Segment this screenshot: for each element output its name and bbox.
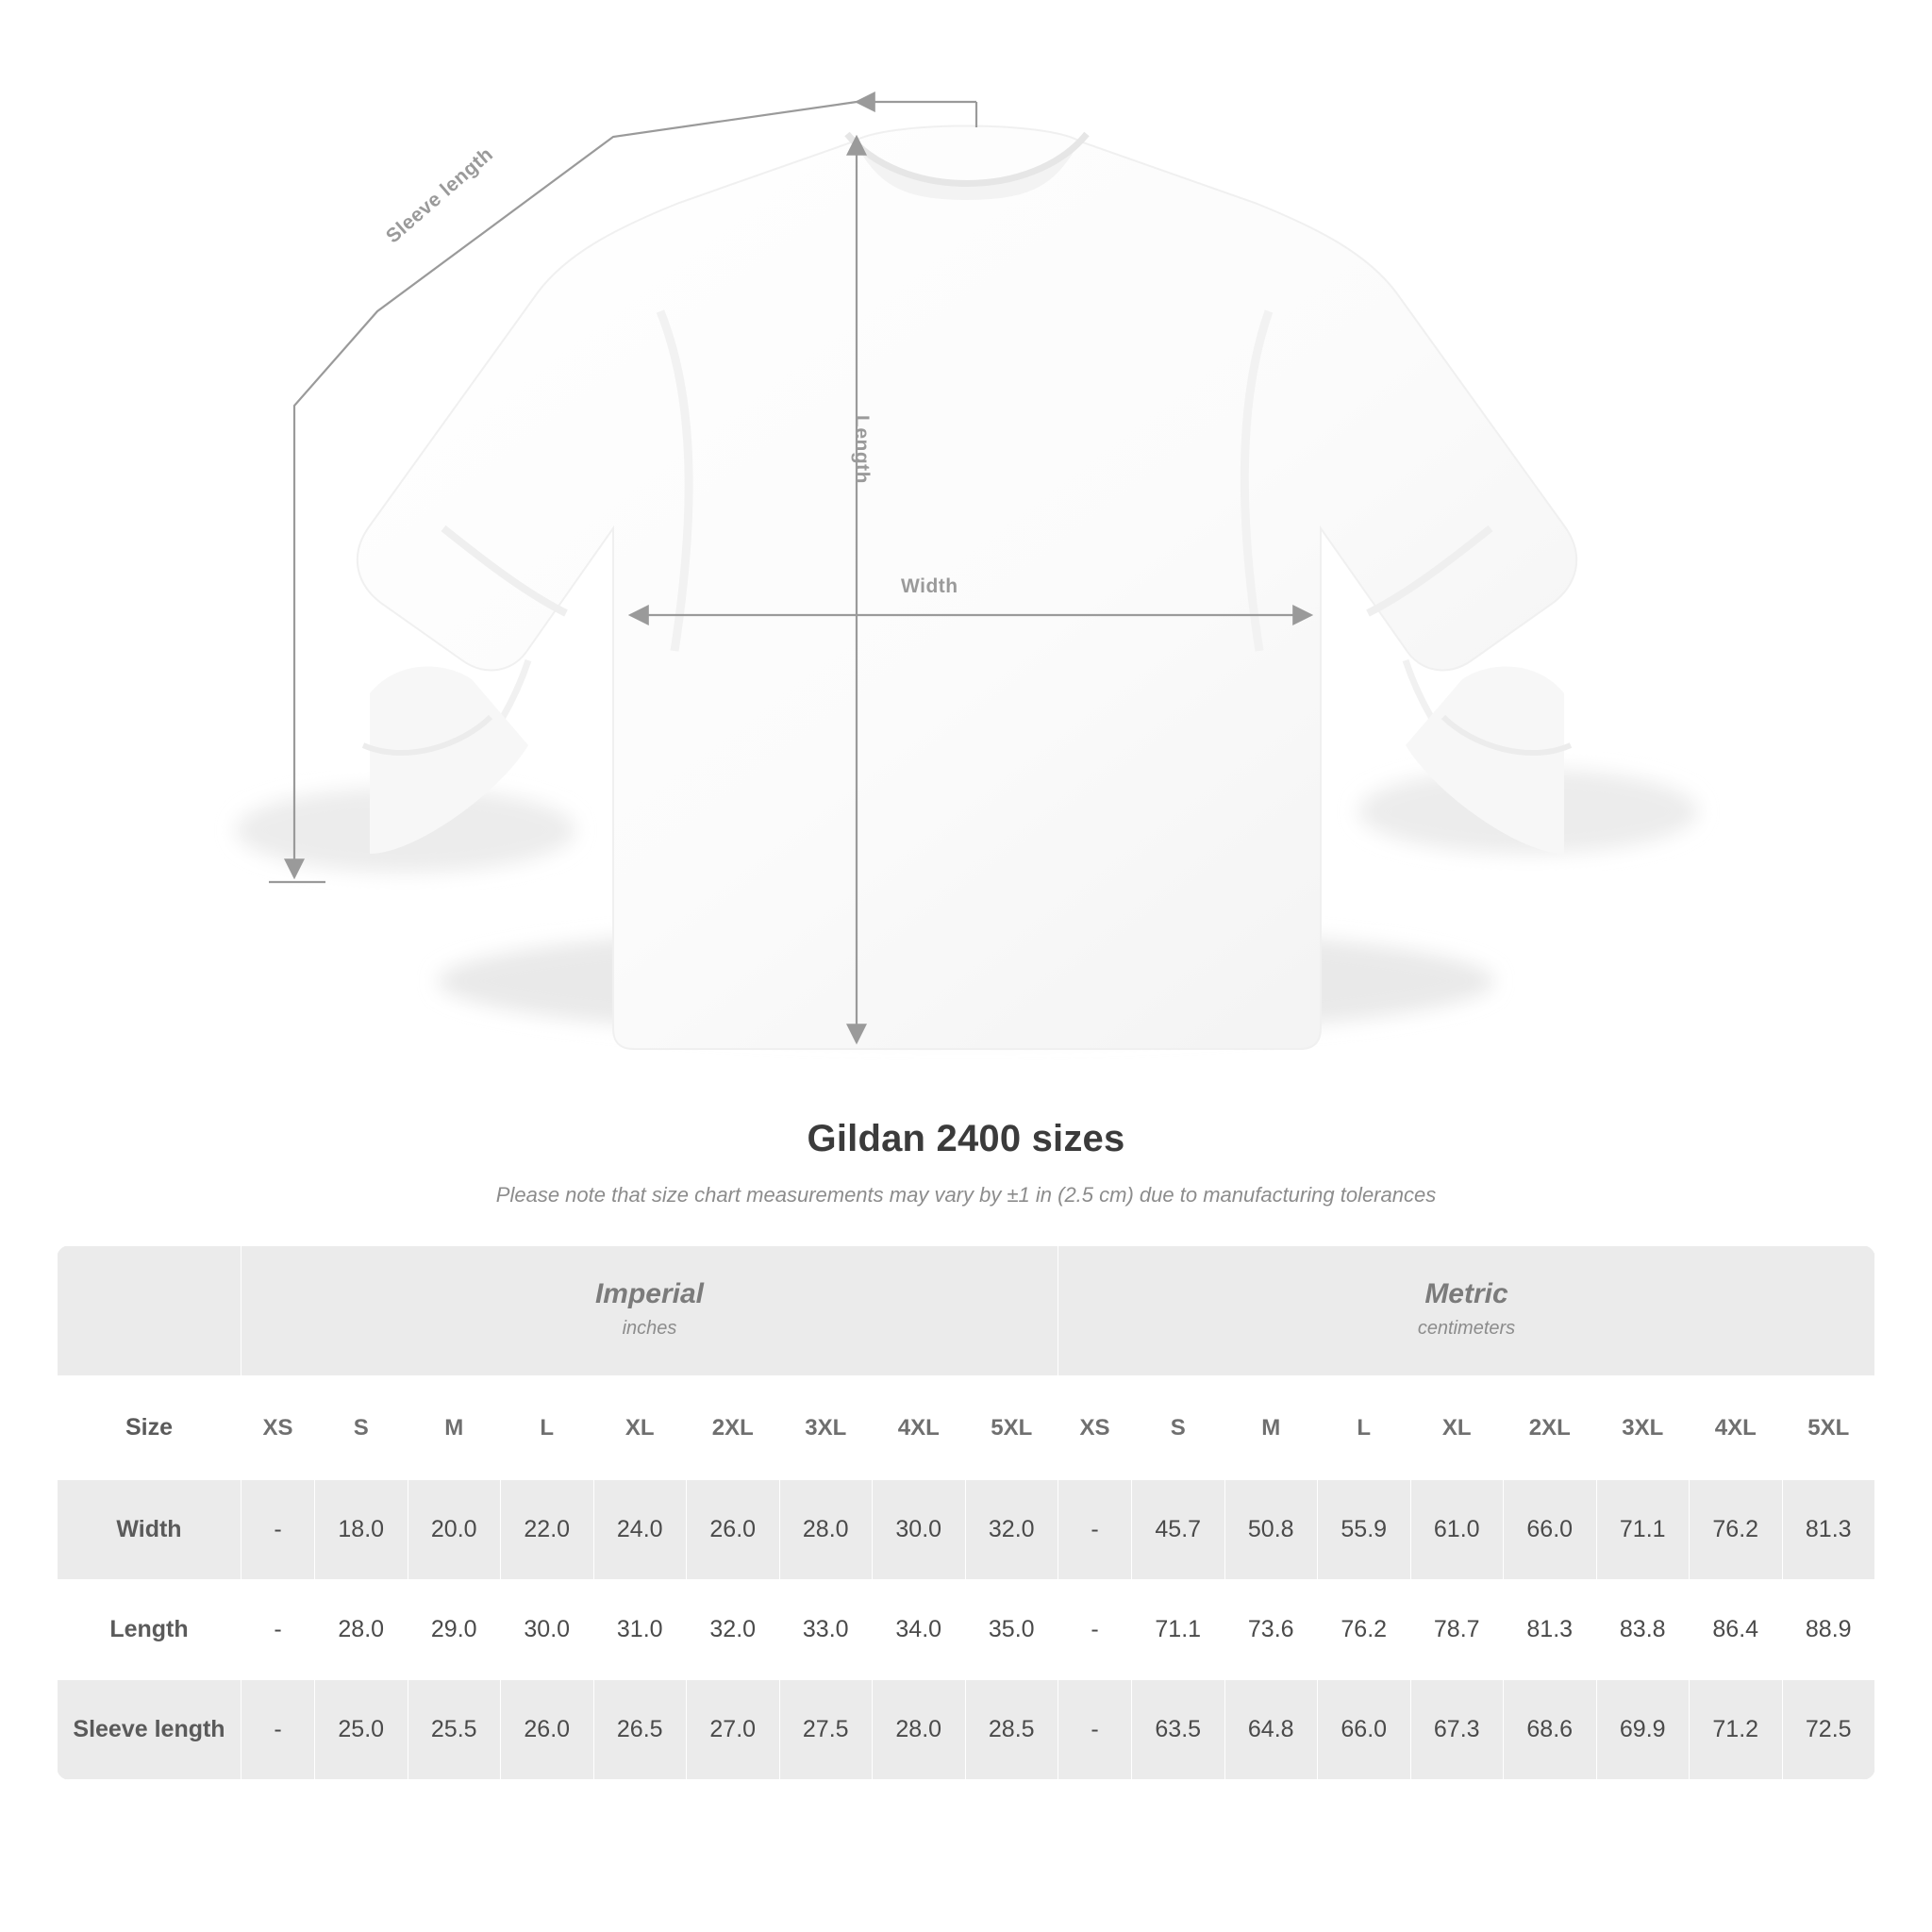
size-col-metric-5xl: 5XL <box>1782 1376 1875 1480</box>
cell: 71.1 <box>1596 1480 1690 1580</box>
cell: 25.0 <box>315 1680 408 1780</box>
size-col-metric-2xl: 2XL <box>1504 1376 1597 1480</box>
tolerance-note: Please note that size chart measurements may vary by ±1 in (2.5 cm) due to manufacturing tolerances <box>495 1183 1437 1207</box>
cell: 28.0 <box>779 1480 873 1580</box>
cell: - <box>1058 1580 1132 1680</box>
size-col-imperial-xs: XS <box>242 1376 315 1480</box>
cell: 30.0 <box>501 1580 594 1680</box>
size-table-wrapper <box>57 1245 1875 1780</box>
cell: 81.3 <box>1782 1480 1875 1580</box>
cell: 55.9 <box>1318 1480 1411 1580</box>
cell: 26.5 <box>593 1680 687 1780</box>
size-col-imperial-m: M <box>408 1376 501 1480</box>
cell: - <box>242 1580 315 1680</box>
cell: 29.0 <box>408 1580 501 1680</box>
sleeve-length-label: Sleeve length <box>382 142 498 248</box>
cell: 88.9 <box>1782 1580 1875 1680</box>
unit-header-row <box>58 1246 1875 1376</box>
cell: 61.0 <box>1410 1480 1504 1580</box>
cell: 81.3 <box>1504 1580 1597 1680</box>
cell: 78.7 <box>1410 1580 1504 1680</box>
cell: 73.6 <box>1224 1580 1318 1680</box>
cell: 45.7 <box>1132 1480 1225 1580</box>
cell: 76.2 <box>1690 1480 1783 1580</box>
table-row <box>58 1480 1875 1580</box>
size-col-metric-xl: XL <box>1410 1376 1504 1480</box>
size-col-metric-s: S <box>1132 1376 1225 1480</box>
cell: 30.0 <box>873 1480 966 1580</box>
cell: 67.3 <box>1410 1680 1504 1780</box>
cell: 25.5 <box>408 1680 501 1780</box>
cell: 86.4 <box>1690 1580 1783 1680</box>
cell: 69.9 <box>1596 1680 1690 1780</box>
size-col-metric-m: M <box>1224 1376 1318 1480</box>
size-col-imperial-2xl: 2XL <box>687 1376 780 1480</box>
cell: 22.0 <box>501 1480 594 1580</box>
table-row <box>58 1580 1875 1680</box>
page-title: Gildan 2400 sizes <box>807 1118 1125 1159</box>
cell: - <box>1058 1480 1132 1580</box>
cell: 71.1 <box>1132 1580 1225 1680</box>
cell: 32.0 <box>965 1480 1058 1580</box>
cell: 28.5 <box>965 1680 1058 1780</box>
cell: 35.0 <box>965 1580 1058 1680</box>
cell: 26.0 <box>501 1680 594 1780</box>
cell: 27.0 <box>687 1680 780 1780</box>
cell: - <box>242 1680 315 1780</box>
row-label-length: Length <box>58 1580 242 1680</box>
cell: 27.5 <box>779 1680 873 1780</box>
size-col-imperial-s: S <box>315 1376 408 1480</box>
table-row <box>58 1680 1875 1780</box>
cell: - <box>242 1480 315 1580</box>
length-label: Length <box>851 415 873 484</box>
size-header-row <box>58 1376 1875 1480</box>
size-header-label: Size <box>58 1376 242 1480</box>
size-col-imperial-3xl: 3XL <box>779 1376 873 1480</box>
cell: 72.5 <box>1782 1680 1875 1780</box>
cell: 68.6 <box>1504 1680 1597 1780</box>
size-col-imperial-xl: XL <box>593 1376 687 1480</box>
shirt-body <box>358 126 1576 1050</box>
size-col-imperial-4xl: 4XL <box>873 1376 966 1480</box>
cell: 71.2 <box>1690 1680 1783 1780</box>
unit-spacer <box>58 1246 242 1376</box>
unit-imperial: Imperial inches <box>242 1246 1058 1376</box>
size-col-metric-xs: XS <box>1058 1376 1132 1480</box>
cell: 63.5 <box>1132 1680 1225 1780</box>
cell: 64.8 <box>1224 1680 1318 1780</box>
cell: 76.2 <box>1318 1580 1411 1680</box>
row-label-width: Width <box>58 1480 242 1580</box>
cell: 66.0 <box>1318 1680 1411 1780</box>
cell: 26.0 <box>687 1480 780 1580</box>
cell: 34.0 <box>873 1580 966 1680</box>
cell: 33.0 <box>779 1580 873 1680</box>
size-col-imperial-l: L <box>501 1376 594 1480</box>
size-col-metric-4xl: 4XL <box>1690 1376 1783 1480</box>
size-table <box>57 1245 1875 1780</box>
size-col-imperial-5xl: 5XL <box>965 1376 1058 1480</box>
size-col-metric-l: L <box>1318 1376 1411 1480</box>
cell: - <box>1058 1680 1132 1780</box>
cell: 83.8 <box>1596 1580 1690 1680</box>
row-label-sleeve-length: Sleeve length <box>58 1680 242 1780</box>
cell: 28.0 <box>315 1580 408 1680</box>
cell: 31.0 <box>593 1580 687 1680</box>
cell: 28.0 <box>873 1680 966 1780</box>
cell: 50.8 <box>1224 1480 1318 1580</box>
cell: 32.0 <box>687 1580 780 1680</box>
size-col-metric-3xl: 3XL <box>1596 1376 1690 1480</box>
width-label: Width <box>901 575 958 597</box>
cell: 24.0 <box>593 1480 687 1580</box>
unit-metric: Metric centimeters <box>1058 1246 1875 1376</box>
cell: 20.0 <box>408 1480 501 1580</box>
cell: 66.0 <box>1504 1480 1597 1580</box>
cell: 18.0 <box>315 1480 408 1580</box>
title-block <box>0 1118 1932 1208</box>
